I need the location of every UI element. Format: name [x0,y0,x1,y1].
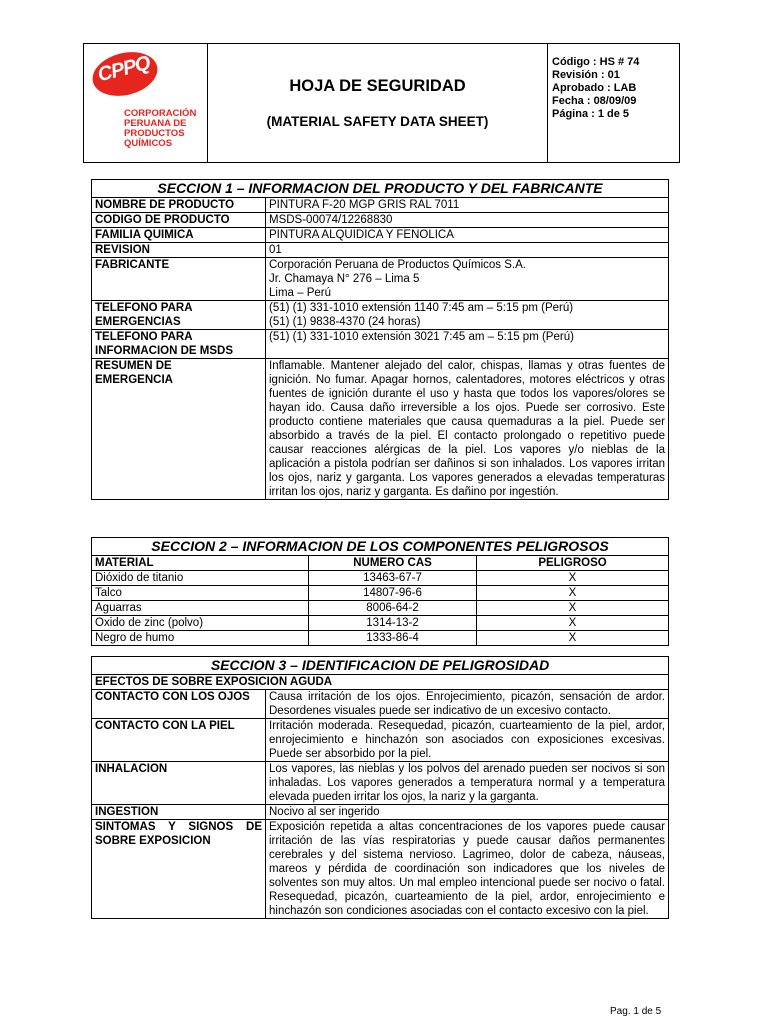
row-label: NOMBRE DE PRODUCTO [92,198,266,213]
info-revision: Revisión : 01 [552,69,620,81]
label-line: INFORMACION DE MSDS [95,345,233,357]
label-line: TELEFONO PARA [95,302,193,314]
row-label: INHALACION [92,762,266,805]
row-label: FAMILIA QUIMICA [92,228,266,243]
cas-cell: 13463-67-7 [309,571,477,586]
label-line: TELEFONO PARA [95,331,193,343]
table-row [92,243,669,258]
material-cell: Aguarras [92,601,309,616]
column-header: MATERIAL [92,556,309,571]
row-label: REVISION [92,243,266,258]
row-label: INGESTION [92,805,266,820]
row-value [266,258,669,301]
cas-cell: 1314-13-2 [309,616,477,631]
value-line: Corporación Peruana de Productos Químicos S.A. [269,259,526,271]
row-value: Causa irritación de los ojos. Enrojecimiento, picazón, sensación de ardor. Desordenes visuales puede ser indicativo de un excesivo contacto. [266,690,669,719]
emergency-summary: Inflamable. Mantener alejado del calor, chispas, llamas y otras fuentes de ignición. No fumar. Apagar hornos, calentadores, motores eléctricos y otras fuentes de ignición durante el uso y hasta que todos los vapores/olores se hayan ido. Causa daño irreversible a los ojos. Puede ser corrosivo. Este producto contiene materiales que causa quemaduras a la piel. Puede ser absorbido a través de la piel. El contacto prolongado o repetitivo puede causar reacciones alérgicas de la piel. Los vapores y/o nieblas de la aplicación a pistola podrían ser dañinos si son inhalados. Los vapores irritan los ojos, nariz y garganta. Los vapores generados a elevadas temperaturas irritan los ojos, nariz y garganta. Es dañino por ingestión. [266,359,669,500]
logo-word: CPPQ [95,52,153,87]
row-label: CONTACTO CON LOS OJOS [92,690,266,719]
row-value: PINTURA ALQUIDICA Y FENOLICA [266,228,669,243]
hazard-cell: X [477,571,669,586]
table-row [92,330,669,359]
document-title: HOJA DE SEGURIDAD [289,77,466,95]
cas-cell: 14807-96-6 [309,586,477,601]
table-row [92,616,669,631]
row-label [92,301,266,330]
row-label [92,330,266,359]
table-row [92,631,669,646]
info-approved: Aprobado : LAB [552,82,637,94]
column-header: NUMERO CAS [309,556,477,571]
page-number: Pag. 1 de 5 [610,1006,662,1017]
row-value: PINTURA F-20 MGP GRIS RAL 7011 [266,198,669,213]
row-label: SINTOMAS Y SIGNOS DE SOBRE EXPOSICION [92,820,266,919]
section-1-table [91,179,669,500]
cas-cell: 1333-86-4 [309,631,477,646]
row-label: FABRICANTE [92,258,266,301]
table-header-row [92,556,669,571]
row-value: Los vapores, las nieblas y los polvos del arenado pueden ser nocivos si son inhaladas. Los vapores generados a temperatura normal y a temperatura elevada pueden irritar los ojos, la nariz y la garganta. [266,762,669,805]
row-value: Nocivo al ser ingerido [266,805,669,820]
row-value [266,301,669,330]
column-header: PELIGROSO [477,556,669,571]
document-header [83,43,680,163]
logo-line: CORPORACIÓN [124,108,197,119]
info-code: Código : HS # 74 [552,56,640,68]
logo-cell [84,44,208,163]
table-row [92,820,669,919]
title-cell [208,44,548,163]
label-line: EMERGENCIA [95,374,173,386]
table-row [92,198,669,213]
value-line: (51) (1) 331-1010 extensión 1140 7:45 am – 5:15 pm (Perú) [269,302,574,314]
row-value: (51) (1) 331-1010 extensión 3021 7:45 am – 5:15 pm (Perú) [266,330,669,359]
info-date: Fecha : 08/09/09 [552,95,637,107]
material-cell: Talco [92,586,309,601]
label-line: RESUMEN DE [95,360,172,372]
label-line: EMERGENCIAS [95,316,181,328]
material-cell: Oxido de zinc (polvo) [92,616,309,631]
material-cell: Dióxido de titanio [92,571,309,586]
row-value: MSDS-00074/12268830 [266,213,669,228]
row-value: 01 [266,243,669,258]
document-subtitle: (MATERIAL SAFETY DATA SHEET) [266,114,489,129]
value-line: Lima – Perú [269,287,332,299]
row-label: CONTACTO CON LA PIEL [92,719,266,762]
hazard-cell: X [477,586,669,601]
table-row [92,301,669,330]
row-value: Exposición repetida a altas concentraciones de los vapores puede causar irritación de las vías respiratorias y puede causar daños permanentes cerebrales y del sistema nervioso. Lagrimeo, dolor de cabeza, náuseas, mareos y pérdida de coordinación son indicadores que los niveles de solventes son muy altos. Un mal empleo intencional puede ser nocivo o fatal. Resequedad, picazón, cuarteamiento de la piel, ardor, enrojecimiento e hinchazón son condiciones asociadas con el contacto excesivo con la piel. [266,820,669,919]
table-row [92,690,669,719]
logo-company-name [124,109,196,149]
hazard-cell: X [477,601,669,616]
row-value: Irritación moderada. Resequedad, picazón, cuarteamiento de la piel, ardor, enrojecimiento e hinchazón son asociados con exposiciones excesivas. Puede ser absorbido por la piel. [266,719,669,762]
table-row [92,258,669,301]
row-label [92,359,266,500]
hazard-cell: X [477,616,669,631]
material-cell: Negro de humo [92,631,309,646]
logo-line: PRODUCTOS [124,128,185,139]
table-row [92,719,669,762]
info-page: Página : 1 de 5 [552,108,630,120]
document-info [548,44,680,163]
row-label: CODIGO DE PRODUCTO [92,213,266,228]
hazard-cell: X [477,631,669,646]
value-line: (51) (1) 9838-4370 (24 horas) [269,316,421,328]
section-3-title: SECCION 3 – IDENTIFICACION DE PELIGROSIDAD [92,657,669,675]
table-row [92,213,669,228]
table-row [92,586,669,601]
table-row [92,571,669,586]
section-3-subheader: EFECTOS DE SOBRE EXPOSICION AGUDA [92,675,669,690]
section-3-table [91,656,669,919]
logo-line: QUÍMICOS [124,138,173,149]
table-row [92,805,669,820]
table-row [92,228,669,243]
cppq-logo [88,46,162,103]
table-row [92,762,669,805]
section-2-title: SECCION 2 – INFORMACION DE LOS COMPONENTES PELIGROSOS [92,538,669,556]
value-line: Jr. Chamaya N° 276 – Lima 5 [269,273,420,285]
section-1-title: SECCION 1 – INFORMACION DEL PRODUCTO Y DEL FABRICANTE [92,180,669,198]
section-2-table [91,537,669,646]
logo-line: PERUANA DE [124,118,187,129]
table-row [92,601,669,616]
cas-cell: 8006-64-2 [309,601,477,616]
table-row [92,359,669,500]
